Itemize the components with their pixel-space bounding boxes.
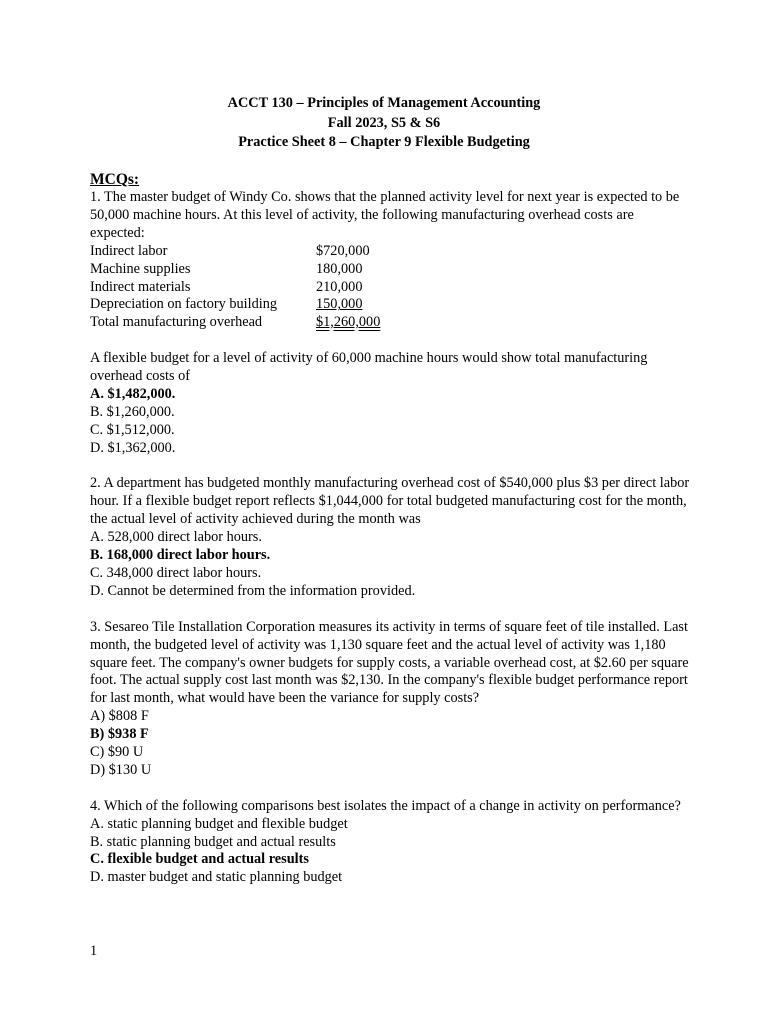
answer-option: D. Cannot be determined from the information provided. [90,582,416,599]
answer-option: D. $1,362,000. [90,439,176,456]
page-number: 1 [90,943,98,959]
question-4-stem: 4. Which of the following comparisons best isolates the impact of a change in activity on performance? [90,797,681,814]
cost-row [90,296,380,314]
question-3-stem: 3. Sesareo Tile Installation Corporation measures its activity in terms of square feet of tile installed. Last month, the budgeted level of activity was 1,130 square feet and the actual level of activity was 1,180 square feet. The company's owner budgets for supply costs, a variable overhead cost, at $2.60 per square foot. The actual supply cost last month was $2,130. In the company's flexible budget performance report for last month, what would have been the variance for supply costs? [90,618,689,707]
cost-value-underlined: 150,000 [316,296,363,313]
cost-value [316,296,380,314]
answer-option-correct: B. 168,000 direct labor hours. [90,547,271,564]
answer-option-correct: C. flexible budget and actual results [90,851,309,868]
cost-row [90,261,380,279]
course-title: ACCT 130 – Principles of Management Accounting [227,95,541,111]
answer-option: B. $1,260,000. [90,403,175,420]
section-title: MCQs: [90,171,140,188]
question-2-stem: 2. A department has budgeted monthly manufacturing overhead cost of $540,000 plus $3 per direct labor hour. If a flexible budget report reflects $1,044,000 for total budgeted manufacturing cost for the month, the actual level of activity achieved during the month was [90,475,690,528]
document-body [90,171,690,905]
answer-option: A) $808 F [90,708,149,725]
question-2 [90,475,690,600]
cost-total-double-underlined: $1,260,000 [316,314,381,331]
cost-label: Indirect materials [90,278,191,295]
answer-option: C. $1,512,000. [90,421,175,438]
answer-option: A. static planning budget and flexible budget [90,815,348,832]
cost-value: $720,000 [316,242,370,259]
cost-label: Depreciation on factory building [90,296,277,313]
answer-option-correct: B) $938 F [90,726,149,743]
answer-option: A. 528,000 direct labor hours. [90,529,262,546]
sheet-title: Practice Sheet 8 – Chapter 9 Flexible Budgeting [238,134,530,150]
cost-total-label: Total manufacturing overhead [90,314,263,331]
document-header [0,94,768,153]
cost-row [90,243,380,261]
cost-label: Indirect labor [90,242,168,259]
answer-option-correct: A. $1,482,000. [90,385,176,402]
question-3 [90,619,690,780]
answer-option: D. master budget and static planning budget [90,869,343,886]
answer-option: C) $90 U [90,744,144,761]
spacer [90,332,690,350]
cost-label: Machine supplies [90,260,191,277]
question-1-stem: 1. The master budget of Windy Co. shows that the planned activity level for next year is expected to be 50,000 machine hours. At this level of activity, the following manufacturing overhead costs are expected: [90,189,680,241]
question-1 [90,189,690,458]
question-1-prompt: A flexible budget for a level of activity of 60,000 machine hours would show total manufacturing overhead costs of [90,350,648,385]
term-sections: Fall 2023, S5 & S6 [327,114,441,131]
cost-total-value [316,314,380,332]
question-4 [90,798,690,888]
cost-row [90,279,380,297]
answer-option: D) $130 U [90,761,152,778]
answer-option: B. static planning budget and actual results [90,833,336,850]
overhead-cost-table [90,243,380,333]
cost-value: 180,000 [316,260,363,277]
cost-value: 210,000 [316,278,363,295]
answer-option: C. 348,000 direct labor hours. [90,565,262,581]
cost-total-row [90,314,380,332]
